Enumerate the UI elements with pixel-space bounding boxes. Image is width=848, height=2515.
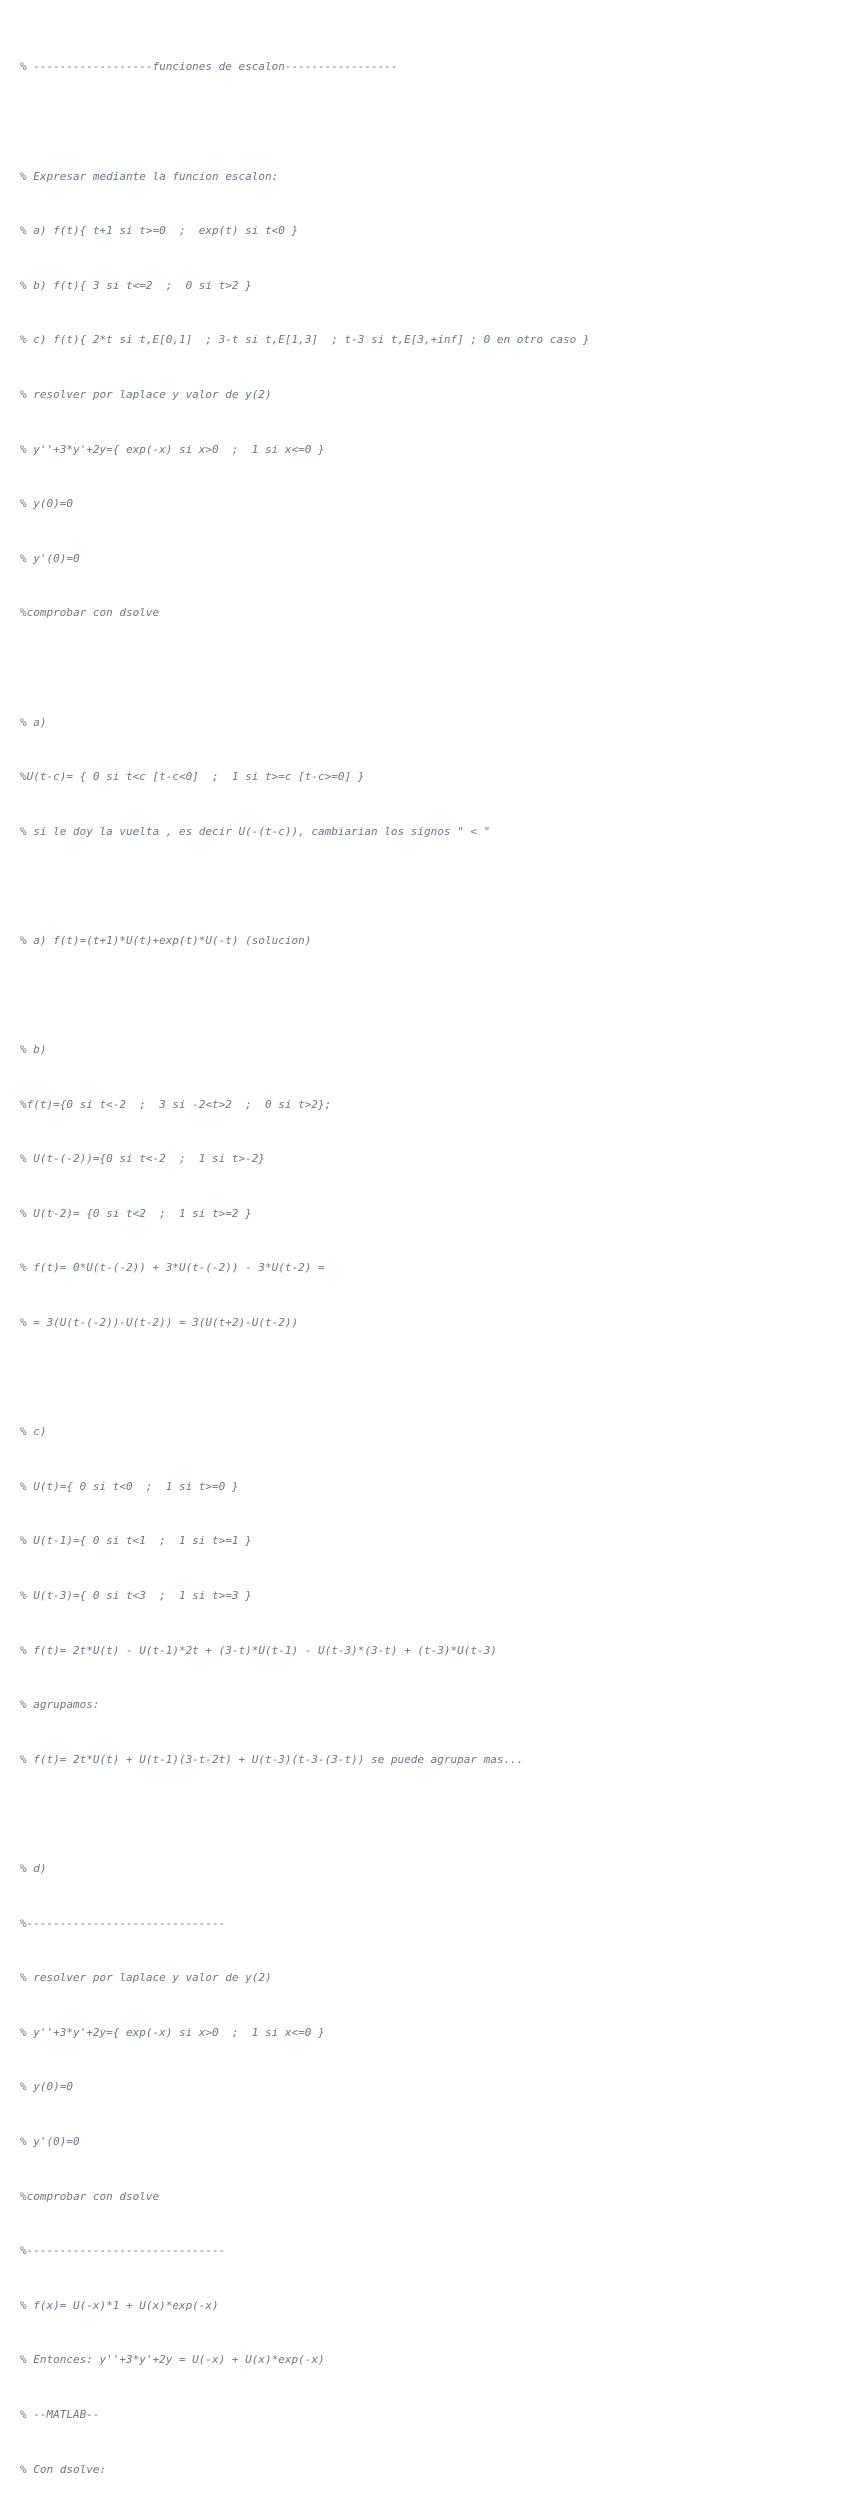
code-line: % c)	[20, 1425, 47, 1439]
code-line: % agrupamos:	[20, 1698, 100, 1712]
code-line: % y(0)=0	[20, 2080, 73, 2094]
code-line: % Expresar mediante la funcion escalon:	[20, 169, 279, 183]
code-line: % = 3(U(t-(-2))-U(t-2)) = 3(U(t+2)-U(t-2))	[20, 1316, 299, 1330]
code-line: %------------------------------	[20, 1916, 226, 1930]
code-line: % y''+3*y'+2y={ exp(-x) si x>0 ; 1 si x<=0 }	[20, 2025, 325, 2039]
code-line: % --MATLAB--	[20, 2407, 100, 2421]
code-line: % f(t)= 2t*U(t) + U(t-1)(3-t-2t) + U(t-3)(t-3-(3-t)) se puede agrupar mas...	[20, 1752, 524, 1766]
code-line: % U(t-3)={ 0 si t<3 ; 1 si t>=3 }	[20, 1589, 252, 1603]
code-line: % U(t-1)={ 0 si t<1 ; 1 si t>=1 }	[20, 1534, 252, 1548]
code-line: %U(t-c)= { 0 si t<c [t-c<0] ; 1 si t>=c [t-c>=0] }	[20, 770, 365, 784]
code-line: % f(x)= U(-x)*1 + U(x)*exp(-x)	[20, 2298, 219, 2312]
code-line: % y'(0)=0	[20, 551, 80, 565]
code-line: % c) f(t){ 2*t si t,E[0,1] ; 3-t si t,E[1,3] ; t-3 si t,E[3,+inf] ; 0 en otro caso }	[20, 333, 590, 347]
code-line	[20, 1369, 848, 1387]
code-line	[20, 987, 848, 1005]
code-block[interactable]	[20, 22, 848, 2515]
code-line: % y''+3*y'+2y={ exp(-x) si x>0 ; 1 si x<=0 }	[20, 442, 325, 456]
code-line: %------------------------------	[20, 2244, 226, 2258]
code-line: % U(t-2)= {0 si t<2 ; 1 si t>=2 }	[20, 1206, 252, 1220]
code-line: %comprobar con dsolve	[20, 606, 160, 620]
code-line: % f(t)= 2t*U(t) - U(t-1)*2t + (3-t)*U(t-1) - U(t-3)*(3-t) + (t-3)*U(t-3)	[20, 1643, 497, 1657]
code-line	[20, 877, 848, 895]
code-line: % b)	[20, 1043, 47, 1057]
code-line: %comprobar con dsolve	[20, 2189, 160, 2203]
code-line: % a)	[20, 715, 47, 729]
code-line: % d)	[20, 1862, 47, 1875]
code-line: % a) f(t){ t+1 si t>=0 ; exp(t) si t<0 }	[20, 224, 299, 238]
code-line: % a) f(t)=(t+1)*U(t)+exp(t)*U(-t) (solucion)	[20, 933, 312, 947]
code-line: %f(t)={0 si t<-2 ; 3 si -2<t>2 ; 0 si t>2};	[20, 1097, 332, 1111]
code-line: % si le doy la vuelta , es decir U(-(t-c)), cambiarian los signos " < "	[20, 824, 491, 838]
code-line	[20, 659, 848, 677]
code-line	[20, 113, 848, 131]
code-line: % resolver por laplace y valor de y(2)	[20, 387, 272, 401]
code-line: % U(t)={ 0 si t<0 ; 1 si t>=0 }	[20, 1479, 239, 1493]
code-line: % y'(0)=0	[20, 2134, 80, 2148]
code-line: % ------------------funciones de escalon-----------------	[20, 60, 398, 74]
code-line: % Con dsolve:	[20, 2462, 107, 2476]
code-line	[20, 1805, 848, 1823]
code-line: % f(t)= 0*U(t-(-2)) + 3*U(t-(-2)) - 3*U(t-2) =	[20, 1261, 325, 1275]
code-line: % Entonces: y''+3*y'+2y = U(-x) + U(x)*exp(-x)	[20, 2353, 325, 2367]
code-line: % U(t-(-2))={0 si t<-2 ; 1 si t>-2}	[20, 1152, 266, 1166]
code-line: % resolver por laplace y valor de y(2)	[20, 1971, 272, 1985]
code-line: % b) f(t){ 3 si t<=2 ; 0 si t>2 }	[20, 278, 252, 292]
code-line: % y(0)=0	[20, 497, 73, 511]
